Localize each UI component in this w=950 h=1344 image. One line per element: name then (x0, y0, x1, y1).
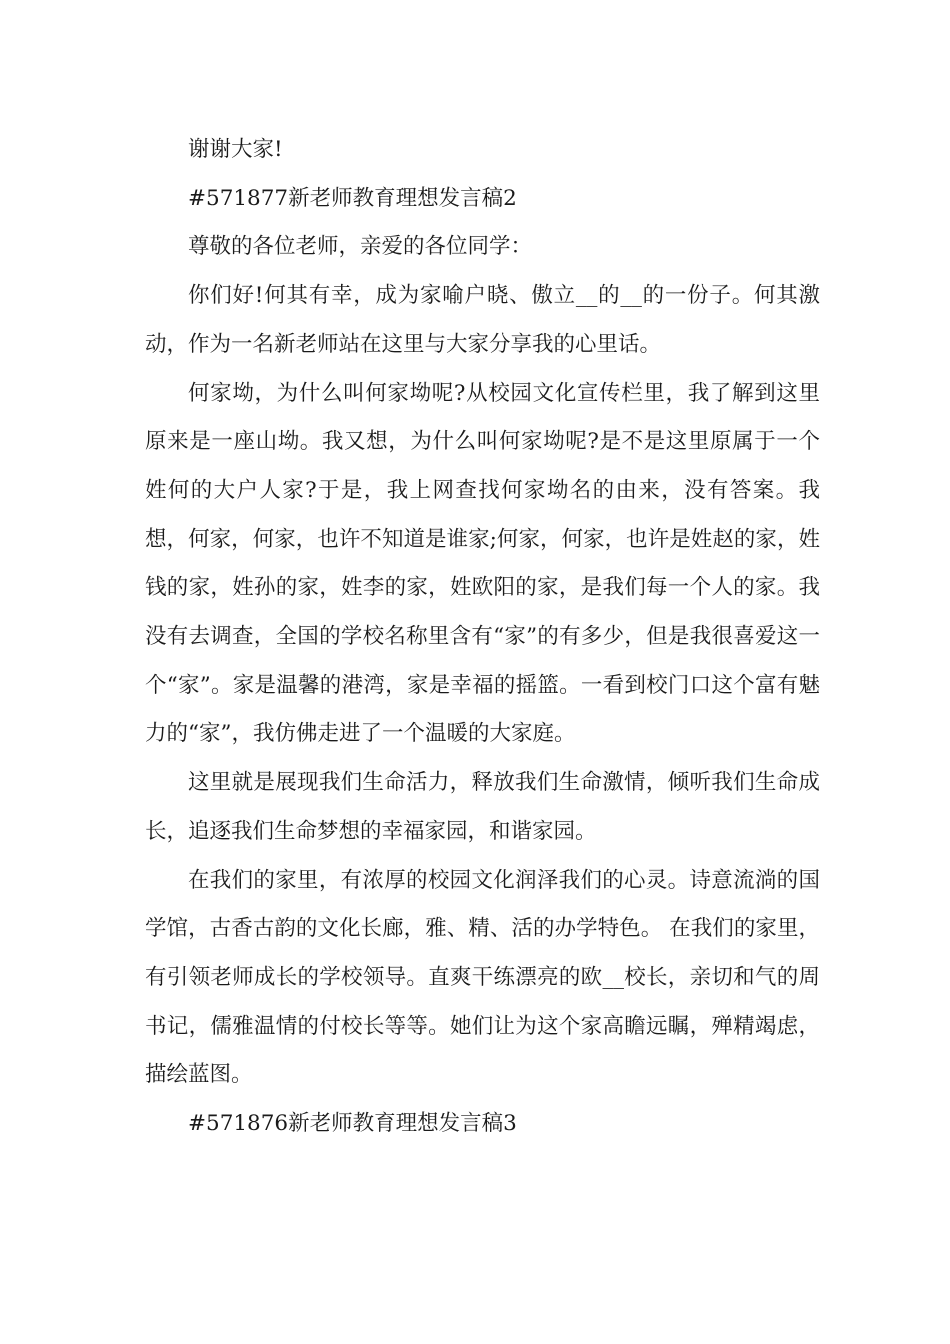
section-heading-2: #571877新老师教育理想发言稿2 (188, 185, 517, 211)
document-body (145, 126, 820, 1149)
paragraph-greeting: 你们好!何其有幸，成为家喻户晓、傲立__的__的一份子。何其激动，作为一名新老师站在这里与大家分享我的心里话。 (145, 283, 820, 357)
paragraph-hejiaao: 何家坳，为什么叫何家坳呢?从校园文化宣传栏里，我了解到这里原来是一座山坳。我又想，为什么叫何家坳呢?是不是这里原属于一个姓何的大户人家?于是，我上网查找何家坳名的由来，没有答案。我想，何家，何家，也许不知道是谁家;何家，何家，也许是姓赵的家，姓钱的家，姓孙的家，姓李的家，姓欧阳的家，是我们每一个人的家。我没有去调查，全国的学校名称里含有“家”的有多少，但是我很喜爱这一个“家”。家是温馨的港湾，家是幸福的摇篮。一看到校门口这个富有魅力的“家”，我仿佛走进了一个温暖的大家庭。 (145, 380, 820, 747)
section-heading-3: #571876新老师教育理想发言稿3 (188, 1111, 517, 1137)
closing-thanks: 谢谢大家! (188, 137, 283, 162)
paragraph-campus-culture: 在我们的家里，有浓厚的校园文化润泽我们的心灵。诗意流淌的国学馆，古香古韵的文化长廊，雅、精、活的办学特色。 在我们的家里，有引领老师成长的学校领导。直爽干练漂亮的欧__校长，亲切和气的周书记，儒雅温情的付校长等等。她们让为这个家高瞻远瞩，殚精竭虑，描绘蓝图。 (145, 867, 820, 1088)
salutation: 尊敬的各位老师，亲爱的各位同学： (188, 234, 533, 260)
paragraph-homeland: 这里就是展现我们生命活力，释放我们生命激情，倾听我们生命成长，追逐我们生命梦想的幸福家园，和谐家园。 (145, 770, 820, 844)
